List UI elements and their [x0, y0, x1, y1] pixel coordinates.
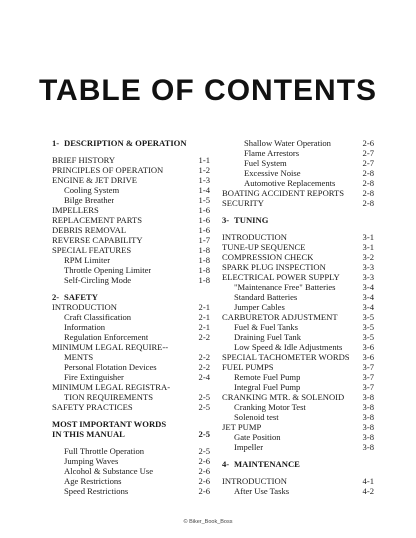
toc-page-number: 2-5 — [198, 402, 210, 412]
spacer — [222, 452, 374, 459]
toc-page-number: 3-2 — [362, 252, 374, 262]
toc-page-number: 3-8 — [362, 422, 374, 432]
toc-page-number: 3-6 — [362, 342, 374, 352]
toc-page-number: 2-1 — [198, 322, 210, 332]
toc-page-number: 1-4 — [198, 185, 210, 195]
toc-entry — [222, 422, 374, 432]
toc-entry-title: Age Restrictions — [64, 476, 122, 486]
toc-page-number: 3-4 — [362, 282, 374, 292]
toc-page-number: 3-5 — [362, 322, 374, 332]
toc-entry-title: Low Speed & Idle Adjustments — [234, 342, 343, 352]
toc-entry — [222, 412, 374, 422]
toc-entry — [222, 178, 374, 188]
toc-entry — [222, 302, 374, 312]
toc-entry-title: Speed Restrictions — [64, 486, 129, 496]
toc-entry — [52, 185, 210, 195]
toc-entry-title: Throttle Opening Limiter — [64, 265, 152, 275]
toc-entry — [222, 188, 374, 198]
toc-entry — [52, 429, 210, 439]
toc-page-number: 1-8 — [198, 275, 210, 285]
toc-section-heading — [222, 215, 374, 225]
toc-entry-title: Bilge Breather — [64, 195, 115, 205]
toc-entry — [52, 486, 210, 496]
toc-page-number: 3-4 — [362, 302, 374, 312]
toc-entry-title: "Maintenance Free" Batteries — [234, 282, 336, 292]
toc-entry-title: TION REQUIREMENTS — [64, 392, 154, 402]
toc-entry — [52, 215, 210, 225]
toc-entry-title: Automotive Replacements — [244, 178, 336, 188]
toc-section-heading — [52, 138, 210, 148]
toc-entry-title: Gate Position — [234, 432, 281, 442]
toc-entry-title: SPECIAL FEATURES — [52, 245, 132, 255]
toc-entry — [52, 175, 210, 185]
toc-page-number: 2-1 — [198, 312, 210, 322]
toc-page-number: 1-3 — [198, 175, 210, 185]
toc-entry-title: Full Throttle Operation — [64, 446, 145, 456]
toc-entry-title: FUEL PUMPS — [222, 362, 274, 372]
section-number: 3- — [222, 215, 230, 225]
toc-section-heading — [52, 292, 210, 302]
toc-entry-title: Excessive Noise — [244, 168, 301, 178]
spacer — [52, 439, 210, 446]
toc-entry-title: PRINCIPLES OF OPERATION — [52, 165, 164, 175]
toc-entry-title: IN THIS MANUAL — [52, 429, 125, 439]
toc-entry-title: SPARK PLUG INSPECTION — [222, 262, 326, 272]
toc-entry — [222, 168, 374, 178]
toc-entry-title: ENGINE & JET DRIVE — [52, 175, 138, 185]
toc-entry — [52, 342, 210, 352]
toc-entry-title: Jumper Cables — [234, 302, 285, 312]
toc-entry-title: IMPELLERS — [52, 205, 99, 215]
toc-entry — [52, 476, 210, 486]
toc-page-number: 3-8 — [362, 432, 374, 442]
toc-entry-title: Standard Batteries — [234, 292, 298, 302]
toc-page-number: 2-1 — [198, 302, 210, 312]
toc-entry-title: COMPRESSION CHECK — [222, 252, 314, 262]
toc-entry — [52, 446, 210, 456]
section-title: DESCRIPTION & OPERATION — [64, 138, 187, 148]
toc-page-number: 1-8 — [198, 255, 210, 265]
toc-entry — [52, 195, 210, 205]
toc-entry — [52, 165, 210, 175]
toc-entry-title: Solenoid test — [234, 412, 279, 422]
toc-page-number: 2-8 — [362, 168, 374, 178]
toc-entry — [52, 245, 210, 255]
toc-page-number: 3-4 — [362, 292, 374, 302]
toc-entry-title: Cranking Motor Test — [234, 402, 306, 412]
toc-page-number: 1-1 — [198, 155, 210, 165]
spacer — [52, 285, 210, 292]
toc-page-number: 3-6 — [362, 352, 374, 362]
section-number: 2- — [52, 292, 60, 302]
toc-entry — [52, 235, 210, 245]
toc-entry — [222, 322, 374, 332]
toc-page-number: 2-5 — [198, 429, 210, 439]
toc-entry-title: Flame Arrestors — [244, 148, 300, 158]
toc-entry-title: TUNE-UP SEQUENCE — [222, 242, 306, 252]
toc-entry-title: Fuel System — [244, 158, 287, 168]
toc-entry-title: Craft Classification — [64, 312, 132, 322]
toc-entry-title: Personal Flotation Devices — [64, 362, 157, 372]
toc-entry-title: MENTS — [64, 352, 94, 362]
toc-page-number: 2-8 — [362, 188, 374, 198]
toc-page-number: 3-1 — [362, 232, 374, 242]
toc-entry-title: Remote Fuel Pump — [234, 372, 301, 382]
toc-page-number: 3-8 — [362, 402, 374, 412]
toc-page-number: 3-7 — [362, 372, 374, 382]
toc-page-number: 2-6 — [198, 476, 210, 486]
toc-entry — [222, 382, 374, 392]
toc-entry-title: INTRODUCTION — [52, 302, 117, 312]
toc-entry — [52, 275, 210, 285]
toc-entry — [52, 466, 210, 476]
toc-entry — [222, 392, 374, 402]
toc-entry — [52, 362, 210, 372]
toc-page-number: 2-2 — [198, 332, 210, 342]
toc-entry-title: MINIMUM LEGAL REGISTRA- — [52, 382, 171, 392]
toc-page-number: 2-6 — [362, 138, 374, 148]
spacer — [52, 412, 210, 419]
spacer — [52, 148, 210, 155]
section-number: 4- — [222, 459, 230, 469]
toc-page-number: 2-6 — [198, 466, 210, 476]
toc-entry-title — [222, 459, 300, 469]
toc-page-number: 2-6 — [198, 456, 210, 466]
section-title: TUNING — [234, 215, 269, 225]
toc-page-number: 3-3 — [362, 262, 374, 272]
toc-page-number: 4-1 — [362, 476, 374, 486]
toc-entry — [52, 322, 210, 332]
toc-entry — [52, 265, 210, 275]
toc-entry-title: SECURITY — [222, 198, 265, 208]
section-title: SAFETY — [64, 292, 98, 302]
toc-entry — [222, 372, 374, 382]
toc-entry — [222, 262, 374, 272]
toc-page-number: 2-7 — [362, 158, 374, 168]
toc-entry — [52, 302, 210, 312]
toc-page-number: 3-8 — [362, 442, 374, 452]
toc-page-number: 2-2 — [198, 352, 210, 362]
toc-entry — [222, 292, 374, 302]
toc-page-number: 2-7 — [362, 148, 374, 158]
toc-page-number: 2-8 — [362, 198, 374, 208]
spacer — [222, 469, 374, 476]
toc-entry-title: Information — [64, 322, 106, 332]
toc-entry-title: Regulation Enforcement — [64, 332, 149, 342]
toc-page-number: 3-5 — [362, 312, 374, 322]
toc-page-number: 3-3 — [362, 272, 374, 282]
spacer — [222, 225, 374, 232]
toc-entry — [222, 282, 374, 292]
toc-entry-title: Jumping Waves — [64, 456, 119, 466]
toc-section-heading — [222, 459, 374, 469]
toc-page-number: 1-5 — [198, 195, 210, 205]
toc-entry — [52, 352, 210, 362]
toc-entry-title: CARBURETOR ADJUSTMENT — [222, 312, 338, 322]
toc-entry-title: INTRODUCTION — [222, 476, 287, 486]
toc-entry — [222, 312, 374, 322]
toc-entry-title: RPM Limiter — [64, 255, 111, 265]
toc-page-number: 2-5 — [198, 392, 210, 402]
toc-page-number: 3-8 — [362, 412, 374, 422]
toc-entry — [52, 205, 210, 215]
toc-entry — [52, 402, 210, 412]
section-number: 1- — [52, 138, 60, 148]
toc-entry-title: REPLACEMENT PARTS — [52, 215, 142, 225]
toc-entry-title: BRIEF HISTORY — [52, 155, 116, 165]
toc-entry — [222, 138, 374, 148]
spacer — [222, 208, 374, 215]
toc-entry-title: REVERSE CAPABILITY — [52, 235, 143, 245]
toc-entry-title: Cooling System — [64, 185, 120, 195]
toc-entry — [222, 272, 374, 282]
toc-page-number: 2-4 — [198, 372, 210, 382]
toc-entry — [222, 476, 374, 486]
toc-entry-title: MOST IMPORTANT WORDS — [52, 419, 167, 429]
toc-entry — [52, 419, 210, 429]
toc-entry-title: After Use Tasks — [234, 486, 290, 496]
toc-entry — [222, 432, 374, 442]
toc-page-number: 1-6 — [198, 215, 210, 225]
toc-page-number: 2-5 — [198, 446, 210, 456]
toc-page-number: 1-8 — [198, 245, 210, 255]
toc-entry — [222, 332, 374, 342]
toc-entry — [222, 362, 374, 372]
toc-page-number: 2-6 — [198, 486, 210, 496]
toc-page-number: 3-7 — [362, 382, 374, 392]
toc-page-number: 1-6 — [198, 205, 210, 215]
toc-entry — [222, 352, 374, 362]
toc-entry-title: DEBRIS REMOVAL — [52, 225, 127, 235]
toc-entry-title: SPECIAL TACHOMETER WORDS — [222, 352, 350, 362]
toc-entry — [52, 332, 210, 342]
toc-entry-title: Self-Circling Mode — [64, 275, 132, 285]
toc-page-number: 1-8 — [198, 265, 210, 275]
toc-left-column — [52, 138, 210, 496]
toc-entry — [222, 486, 374, 496]
toc-entry-title — [52, 292, 98, 302]
toc-entry — [222, 158, 374, 168]
toc-page-number: 1-6 — [198, 225, 210, 235]
toc-right-column — [222, 138, 374, 496]
toc-entry — [222, 232, 374, 242]
toc-entry-title: INTRODUCTION — [222, 232, 287, 242]
toc-page-number: 1-2 — [198, 165, 210, 175]
toc-entry-title: Integral Fuel Pump — [234, 382, 301, 392]
section-title: MAINTENANCE — [234, 459, 300, 469]
toc-page-number: 3-5 — [362, 332, 374, 342]
toc-page-number: 2-8 — [362, 178, 374, 188]
toc-entry-title: Alcohol & Substance Use — [64, 466, 154, 476]
toc-entry-title: JET PUMP — [222, 422, 262, 432]
toc-entry-title: SAFETY PRACTICES — [52, 402, 133, 412]
toc-entry-title: MINIMUM LEGAL REQUIRE-- — [52, 342, 169, 352]
toc-page-number: 1-7 — [198, 235, 210, 245]
toc-entry — [222, 198, 374, 208]
toc-page-number: 2-2 — [198, 362, 210, 372]
toc-entry-title: Fuel & Fuel Tanks — [234, 322, 298, 332]
toc-entry — [222, 402, 374, 412]
toc-page-number: 3-8 — [362, 392, 374, 402]
toc-page-number: 3-1 — [362, 242, 374, 252]
toc-entry — [222, 442, 374, 452]
toc-entry — [52, 372, 210, 382]
toc-page-number: 3-7 — [362, 362, 374, 372]
toc-entry — [222, 342, 374, 352]
toc-entry — [222, 242, 374, 252]
toc-entry-title: BOATING ACCIDENT REPORTS — [222, 188, 345, 198]
toc-page-number: 4-2 — [362, 486, 374, 496]
toc-entry — [52, 255, 210, 265]
toc-entry — [52, 155, 210, 165]
toc-entry — [52, 225, 210, 235]
toc-entry — [222, 252, 374, 262]
toc-entry-title: Shallow Water Operation — [244, 138, 331, 148]
toc-entry-title: Impeller — [234, 442, 264, 452]
toc-entry — [52, 382, 210, 392]
toc-entry — [52, 392, 210, 402]
toc-entry-title: CRANKING MTR. & SOLENOID — [222, 392, 345, 402]
toc-entry-title — [52, 138, 187, 148]
toc-entry — [52, 456, 210, 466]
toc-entry — [222, 148, 374, 158]
toc-entry-title: Fire Extinguisher — [64, 372, 124, 382]
page-title: TABLE OF CONTENTS — [38, 74, 378, 107]
toc-entry — [52, 312, 210, 322]
toc-entry-title — [222, 215, 268, 225]
toc-entry-title: Draining Fuel Tank — [234, 332, 302, 342]
watermark-credit: © Biker_Book_Boss — [183, 519, 233, 525]
toc-entry-title: ELECTRICAL POWER SUPPLY — [222, 272, 340, 282]
